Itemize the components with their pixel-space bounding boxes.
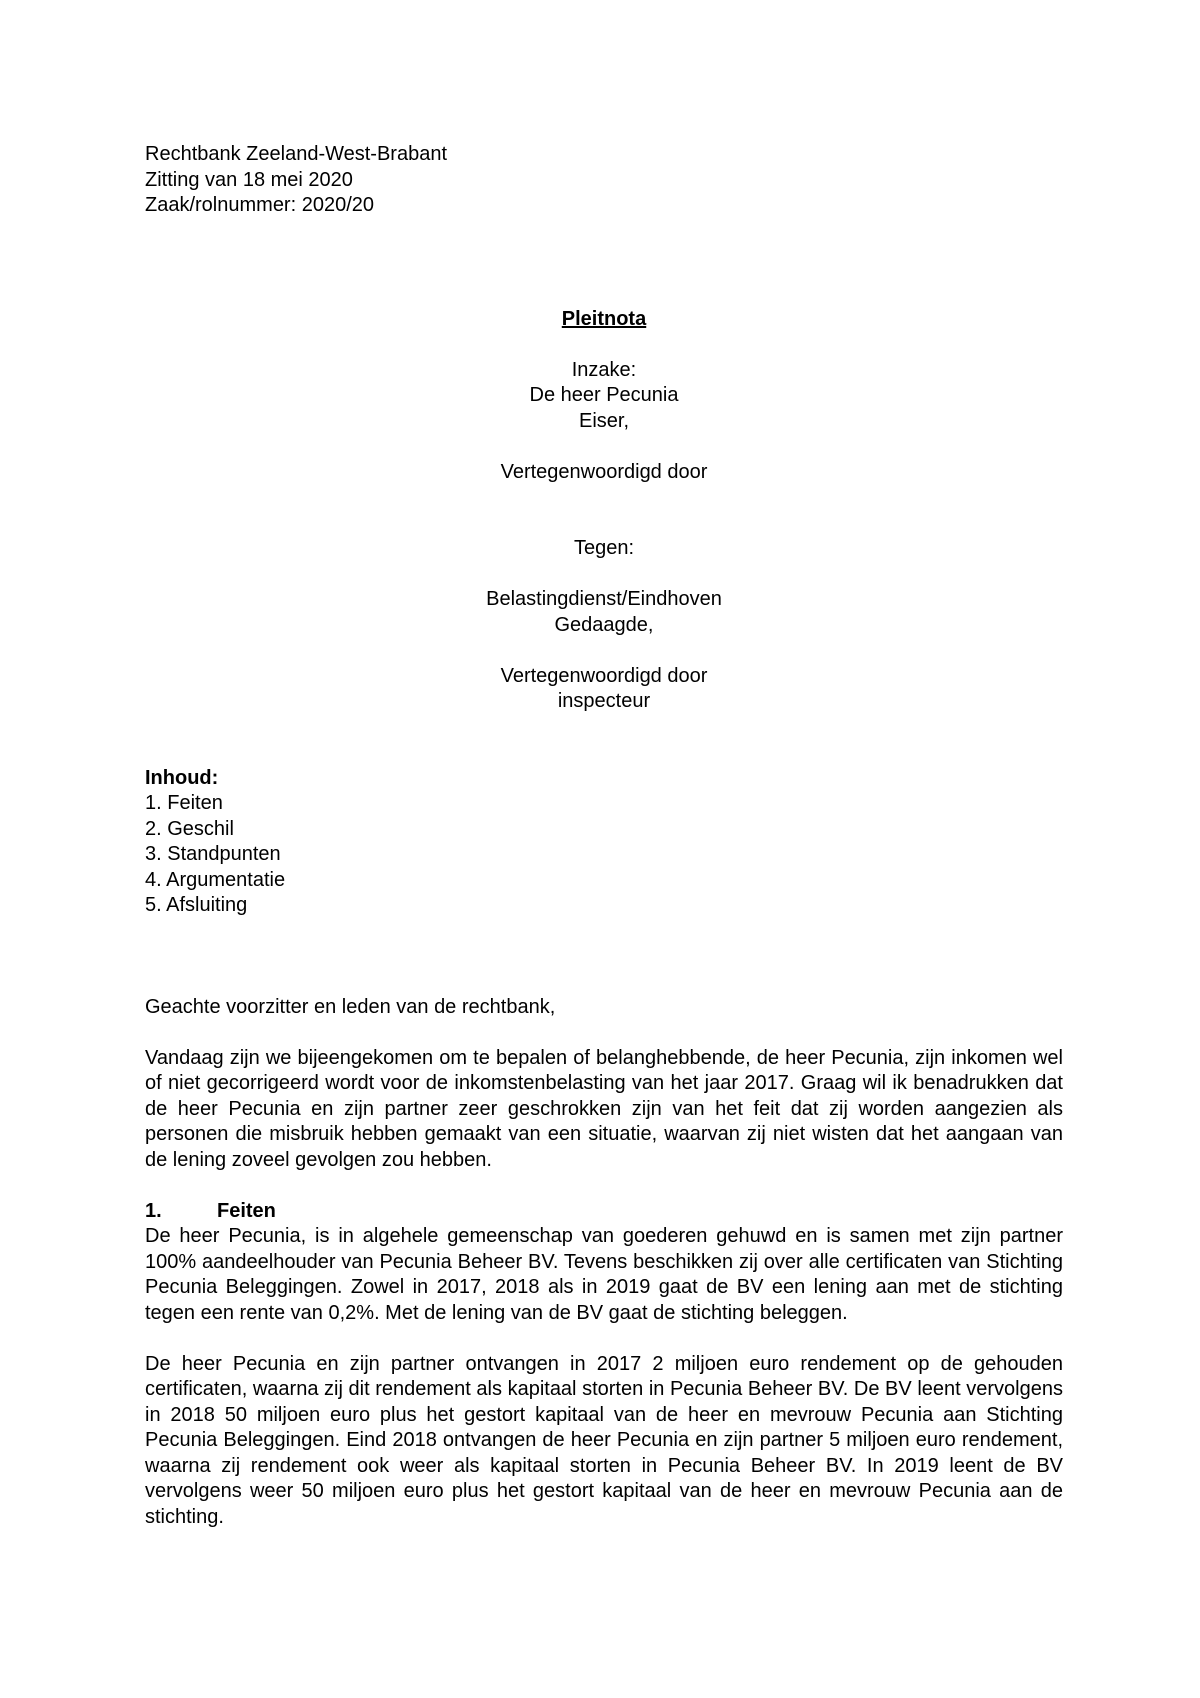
case-number: Zaak/rolnummer: 2020/20 xyxy=(145,194,375,216)
defendant-representative: inspecteur xyxy=(557,690,651,712)
claimant-representation: Vertegenwoordigd door xyxy=(500,460,708,483)
claimant-name: De heer Pecunia xyxy=(529,384,679,406)
toc-item: 3. Standpunten xyxy=(145,843,281,865)
section-title: Feiten xyxy=(217,1199,276,1222)
feiten-paragraph-1: De heer Pecunia, is in algehele gemeenschap van goederen gehuwd en is samen met zijn partner 100% aandeelhouder van Pecunia Beheer BV. Tevens beschikken zij over alle certificaten van Stichting Pecunia Beleggingen. Zowel in 2017, 2018 als in 2019 gaat de BV een lening aan met de stichting tegen een rente van 0,2%. Met de lening van de BV gaat de stichting beleggen. xyxy=(145,1225,1063,1324)
court-name: Rechtbank Zeeland-West-Brabant xyxy=(145,143,448,165)
table-of-contents xyxy=(145,766,1063,919)
session-date: Zitting van 18 mei 2020 xyxy=(145,168,353,191)
defendant-representation: Vertegenwoordigd door xyxy=(500,664,708,687)
intro-paragraph: Vandaag zijn we bijeengekomen om te bepalen of belanghebbende, de heer Pecunia, zijn inkomen wel of niet gecorrigeerd wordt voor de inkomstenbelasting van het jaar 2017. Graag wil ik benadrukken dat de heer Pecunia en zijn partner zeer geschrokken zijn van het feit dat zij worden aangezien als personen die misbruik hebben gemaakt van een situatie, waarvan zij niet wisten dat het aangaan van de lening zoveel gevolgen zou hebben. xyxy=(145,1046,1063,1171)
document-page xyxy=(145,142,1063,1530)
toc-heading: Inhoud: xyxy=(145,766,219,789)
document-header xyxy=(145,142,1063,219)
document-title: Pleitnota xyxy=(561,307,647,330)
against-label: Tegen: xyxy=(573,537,635,559)
toc-item: 4. Argumentatie xyxy=(145,868,286,891)
toc-item: 1. Feiten xyxy=(145,792,223,814)
claimant-role: Eiser, xyxy=(578,409,630,432)
feiten-paragraph-2: De heer Pecunia en zijn partner ontvangen in 2017 2 miljoen euro rendement op de gehouden certificaten, waarna zij dit rendement als kapitaal storten in Pecunia Beheer BV. De BV leent vervolgens in 2018 50 miljoen euro plus het gestort kapitaal van de heer en mevrouw Pecunia aan Stichting Pecunia Beleggingen. Eind 2018 ontvangen de heer Pecunia en zijn partner 5 miljoen euro rendement, waarna zij rendement ook weer als kapitaal storten in Pecunia Beheer BV. In 2019 leent de BV vervolgens weer 50 miljoen euro plus het gestort kapitaal van de heer en mevrouw Pecunia aan de stichting. xyxy=(145,1352,1063,1528)
section-heading-feiten xyxy=(145,1199,1063,1225)
toc-item: 2. Geschil xyxy=(145,817,234,840)
defendant-name: Belastingdienst/Eindhoven xyxy=(486,588,722,610)
toc-item: 5. Afsluiting xyxy=(145,894,248,916)
defendant-role: Gedaagde, xyxy=(554,613,654,636)
inzake-label: Inzake: xyxy=(571,358,637,381)
title-block xyxy=(145,307,1063,715)
salutation: Geachte voorzitter en leden van de rechtbank, xyxy=(145,995,556,1018)
section-number: 1. xyxy=(145,1199,162,1222)
